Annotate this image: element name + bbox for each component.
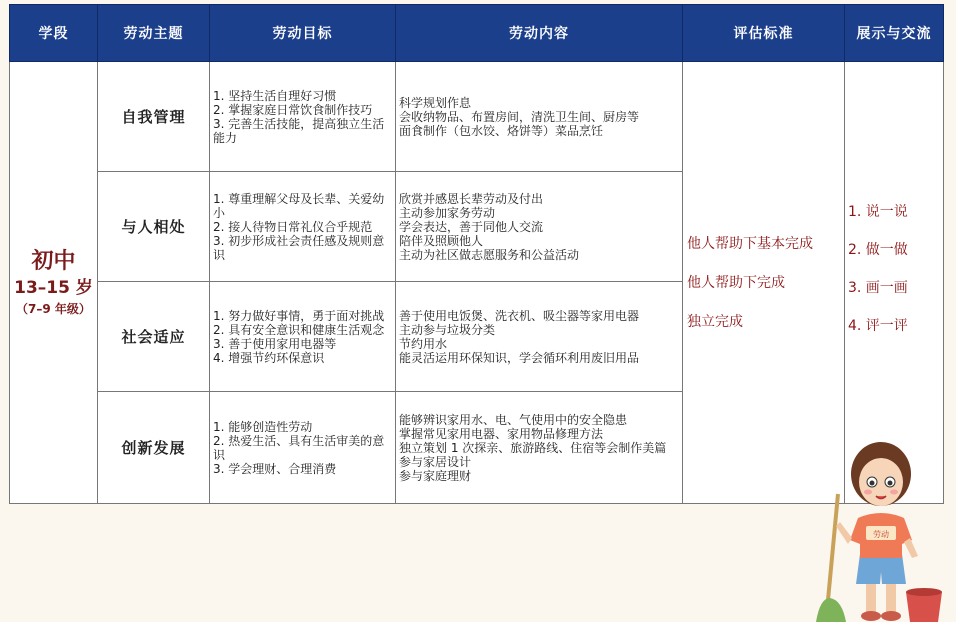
mop-handle	[828, 494, 838, 600]
topic-cell: 与人相处	[98, 172, 210, 282]
show-line: 3. 画一画	[848, 280, 908, 296]
content-cell	[396, 62, 683, 172]
content-cell	[396, 282, 683, 392]
stage-name: 初中	[31, 248, 76, 274]
content-cell	[396, 392, 683, 504]
content-line: 主动参加家务劳动	[399, 205, 496, 220]
header-goals: 劳动目标	[210, 5, 396, 62]
content-line: 能灵活运用环保知识，学会循环利用废旧用品	[399, 350, 640, 365]
labor-table-frame	[9, 4, 943, 502]
content-line: 会收纳物品、布置房间，清洗卫生间、厨房等	[399, 109, 640, 124]
goal-line: 2. 接人待物日常礼仪合乎规范	[213, 219, 373, 234]
show-line: 4. 评一评	[848, 318, 908, 334]
goals-cell	[210, 282, 396, 392]
labor-curriculum-table	[9, 4, 944, 504]
criteria-line: 他人帮助下基本完成	[687, 235, 813, 252]
header-criteria: 评估标准	[683, 5, 845, 62]
goal-line: 2. 掌握家庭日常饮食制作技巧	[213, 102, 373, 117]
content-line: 学会表达，善于同他人交流	[399, 219, 544, 234]
goal-line: 1. 坚持生活自理好习惯	[213, 88, 337, 103]
show-line: 1. 说一说	[848, 204, 908, 220]
goals-cell	[210, 62, 396, 172]
content-line: 科学规划作息	[399, 95, 472, 110]
mop-head-icon	[816, 598, 846, 622]
header-show: 展示与交流	[845, 5, 944, 62]
content-line: 欣赏并感恩长辈劳动及付出	[399, 191, 544, 206]
goal-line: 4. 增强节约环保意识	[213, 350, 325, 365]
goal-line: 3. 学会理财、合理消费	[213, 461, 337, 476]
girl-with-mop-illustration	[816, 422, 946, 622]
content-cell	[396, 172, 683, 282]
topic-cell: 创新发展	[98, 392, 210, 504]
content-line: 善于使用电饭煲、洗衣机、吸尘器等家用电器	[399, 308, 640, 323]
stage-cell	[10, 62, 98, 504]
goal-line: 3. 善于使用家用电器等	[213, 336, 337, 351]
goal-line: 1. 尊重理解父母及长辈、关爱幼小	[213, 191, 385, 220]
shirt-label: 劳动	[873, 530, 889, 539]
show-line: 2. 做一做	[848, 242, 908, 258]
header-content: 劳动内容	[396, 5, 683, 62]
table-row	[10, 62, 944, 172]
topic-cell: 社会适应	[98, 282, 210, 392]
content-line: 陪伴及照顾他人	[399, 233, 484, 248]
goals-cell	[210, 392, 396, 504]
stage-age: 13–15 岁	[14, 277, 93, 298]
content-line: 节约用水	[399, 336, 448, 351]
goal-line: 3. 完善生活技能，提高独立生活能力	[213, 116, 385, 145]
content-line: 面食制作（包水饺、烙饼等）菜品烹饪	[399, 123, 604, 138]
content-line: 参与家庭理财	[399, 468, 472, 483]
goal-line: 2. 热爱生活、具有生活审美的意识	[213, 433, 385, 462]
goal-line: 1. 努力做好事情，勇于面对挑战	[213, 308, 385, 323]
content-line: 主动为社区做志愿服务和公益活动	[399, 247, 580, 262]
topic-cell: 自我管理	[98, 62, 210, 172]
goals-cell	[210, 172, 396, 282]
bucket-icon	[906, 592, 942, 622]
criteria-line: 他人帮助下完成	[687, 274, 785, 291]
header-topic: 劳动主题	[98, 5, 210, 62]
header-row	[10, 5, 944, 62]
content-line: 掌握常见家用电器、家用物品修理方法	[399, 426, 604, 441]
header-stage: 学段	[10, 5, 98, 62]
goal-line: 3. 初步形成社会责任感及规则意识	[213, 233, 385, 262]
goal-line: 2. 具有安全意识和健康生活观念	[213, 322, 385, 337]
content-line: 能够辨识家用水、电、气使用中的安全隐患	[399, 412, 628, 427]
stage-grade: （7–9 年级）	[16, 301, 91, 316]
content-line: 参与家居设计	[399, 454, 472, 469]
criteria-line: 独立完成	[687, 313, 743, 330]
content-line: 主动参与垃圾分类	[399, 322, 496, 337]
goal-line: 1. 能够创造性劳动	[213, 419, 313, 434]
content-line: 独立策划 1 次探亲、旅游路线、住宿等会制作美篇	[399, 440, 667, 455]
